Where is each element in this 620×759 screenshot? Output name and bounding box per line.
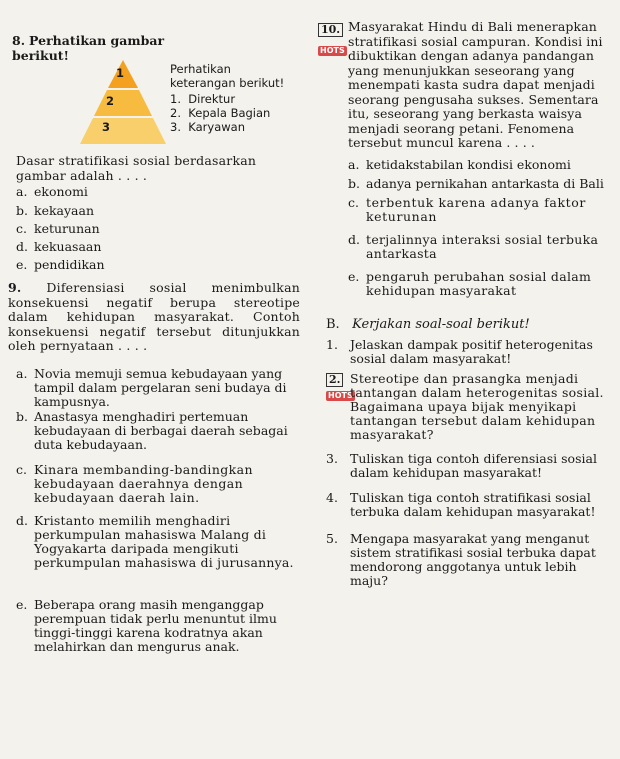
figure-list-item-3: 3. Karyawan [170, 120, 245, 134]
q9-option-b[interactable] [16, 410, 298, 452]
essay-4 [326, 491, 618, 519]
option-letter: c. [348, 195, 359, 210]
essay-text: Tuliskan tiga contoh diferensiasi sosial dalam kehidupan masyarakat! [350, 451, 597, 480]
option-text: kekayaan [34, 203, 95, 218]
essay-number: 3. [326, 451, 338, 466]
q8-option-e[interactable] [16, 258, 105, 272]
hots-label: HOTS [320, 46, 345, 55]
option-text: terjalinnya interaksi sosial terbuka antarkasta [366, 232, 599, 261]
q8-option-c[interactable] [16, 222, 100, 236]
essay-number: 4. [326, 490, 338, 505]
q9-option-c[interactable] [16, 463, 298, 505]
option-text: Novia memuji semua kebudayaan yang tampil dalam pergelaran seni budaya di kampusnya. [34, 366, 287, 409]
hots-badge [318, 42, 347, 57]
option-letter: b. [348, 176, 360, 191]
option-letter: c. [16, 462, 27, 477]
pyramid-label-3: 3 [102, 120, 111, 134]
essay-text: Tuliskan tiga contoh stratifikasi sosial terbuka dalam kehidupan masyarakat! [350, 490, 596, 519]
essay-number: 1. [326, 337, 338, 352]
essay-text: Jelaskan dampak positif heterogenitas sosial dalam masyarakat! [350, 337, 593, 366]
option-text: terbentuk karena adanya faktor keturunan [366, 195, 586, 224]
q8-option-b[interactable] [16, 204, 94, 218]
option-text: pengaruh perubahan sosial dalam kehidupan masyarakat [366, 269, 592, 298]
option-letter: e. [16, 597, 28, 612]
option-text: ekonomi [34, 184, 88, 199]
figure-list-item-1: 1. Direktur [170, 92, 236, 106]
question-10-number-box [318, 22, 343, 37]
option-letter: c. [16, 221, 27, 236]
figure-caption: Perhatikan keterangan berikut! [170, 62, 285, 90]
q10-option-c[interactable] [348, 196, 618, 224]
pyramid-label-2: 2 [106, 94, 115, 108]
q9-option-e[interactable] [16, 598, 298, 654]
pyramid-level-2 [94, 90, 152, 116]
question-9 [8, 281, 300, 354]
option-letter: b. [16, 409, 28, 424]
q10-option-e[interactable] [348, 270, 618, 298]
essay-3 [326, 452, 618, 480]
option-letter: a. [16, 366, 28, 381]
question-number: 9. [8, 280, 22, 295]
option-text: adanya pernikahan antarkasta di Bali [366, 176, 604, 191]
section-letter: B. [326, 317, 340, 332]
question-number: 10. [318, 23, 343, 37]
option-letter: a. [348, 157, 360, 172]
hots-label: HOTS [328, 391, 353, 400]
question-9-stem: Diferensiasi sosial menimbulkan konsekuensi negatif berupa stereotipe dalam kehidupan masyarakat. Contoh konsekuensi negatif tersebut ditunjukkan oleh pernyataan . . . . [8, 280, 300, 353]
question-10-stem: Masyarakat Hindu di Bali menerapkan stratifikasi sosial campuran. Kondisi ini dibuktikan dengan adanya pandangan yang menunjukkan seseorang yang menempati kasta sudra dapat menjadi seorang pengusaha sukses. Sementara itu, seseorang yang berkasta waisya menjadi seorang petani. Fenomena tersebut muncul karena . . . . [348, 19, 603, 150]
option-text: Anastasya menghadiri pertemuan kebudayaan di berbagai daerah sebagai duta kebudayaan. [34, 409, 288, 452]
essay-text: Stereotipe dan prasangka menjadi tantangan dalam heterogenitas sosial. Bagaimana upaya bijak menyikapi tantangan tersebut dalam kehidupan masyarakat? [350, 371, 604, 442]
question-number: 8. [12, 33, 26, 48]
essay-number: 2. [326, 373, 343, 387]
q10-option-a[interactable] [348, 158, 618, 172]
essay-text: Mengapa masyarakat yang menganut sistem stratifikasi sosial terbuka dapat mendorong anggotanya untuk lebih maju? [350, 531, 596, 588]
option-text: kekuasaan [34, 239, 102, 254]
option-letter: b. [16, 203, 28, 218]
option-text: ketidakstabilan kondisi ekonomi [366, 157, 571, 172]
option-letter: e. [348, 269, 360, 284]
essay-number-wrap [326, 372, 353, 401]
essay-number: 5. [326, 531, 338, 546]
question-8-text: Perhatikan gambar berikut! [12, 33, 165, 63]
option-letter: e. [16, 257, 28, 272]
essay-2 [326, 372, 618, 442]
section-b-heading [326, 318, 530, 333]
essay-1 [326, 338, 618, 366]
q10-option-d[interactable] [348, 233, 618, 261]
q9-option-a[interactable] [16, 367, 298, 409]
option-text: Kinara membanding-bandingkan kebudayaan daerahnya dengan kebudayaan daerah lain. [34, 462, 253, 505]
option-text: Beberapa orang masih menganggap perempuan tidak perlu menuntut ilmu tinggi-tinggi karena kodratnya akan melahirkan dan mengurus anak. [34, 597, 277, 654]
q8-option-a[interactable] [16, 185, 88, 199]
q9-option-d[interactable] [16, 514, 298, 570]
q8-option-d[interactable] [16, 240, 101, 254]
pyramid-label-1: 1 [116, 66, 125, 80]
option-letter: d. [348, 232, 360, 247]
pyramid-level-3 [80, 118, 166, 144]
figure-list-item-2: 2. Kepala Bagian [170, 106, 271, 120]
option-text: keturunan [34, 221, 100, 236]
question-8-stem: Dasar stratifikasi sosial berdasarkan gambar adalah . . . . [16, 153, 257, 183]
q10-option-b[interactable] [348, 177, 618, 191]
option-text: pendidikan [34, 257, 105, 272]
essay-5 [326, 532, 618, 588]
option-text: Kristanto memilih menghadiri perkumpulan mahasiswa Malang di Yogyakarta daripada mengikuti perkumpulan mahasiswa di jurusannya. [34, 513, 294, 570]
option-letter: a. [16, 184, 28, 199]
section-title: Kerjakan soal-soal berikut! [352, 317, 530, 332]
option-letter: d. [16, 239, 28, 254]
option-letter: d. [16, 513, 28, 528]
